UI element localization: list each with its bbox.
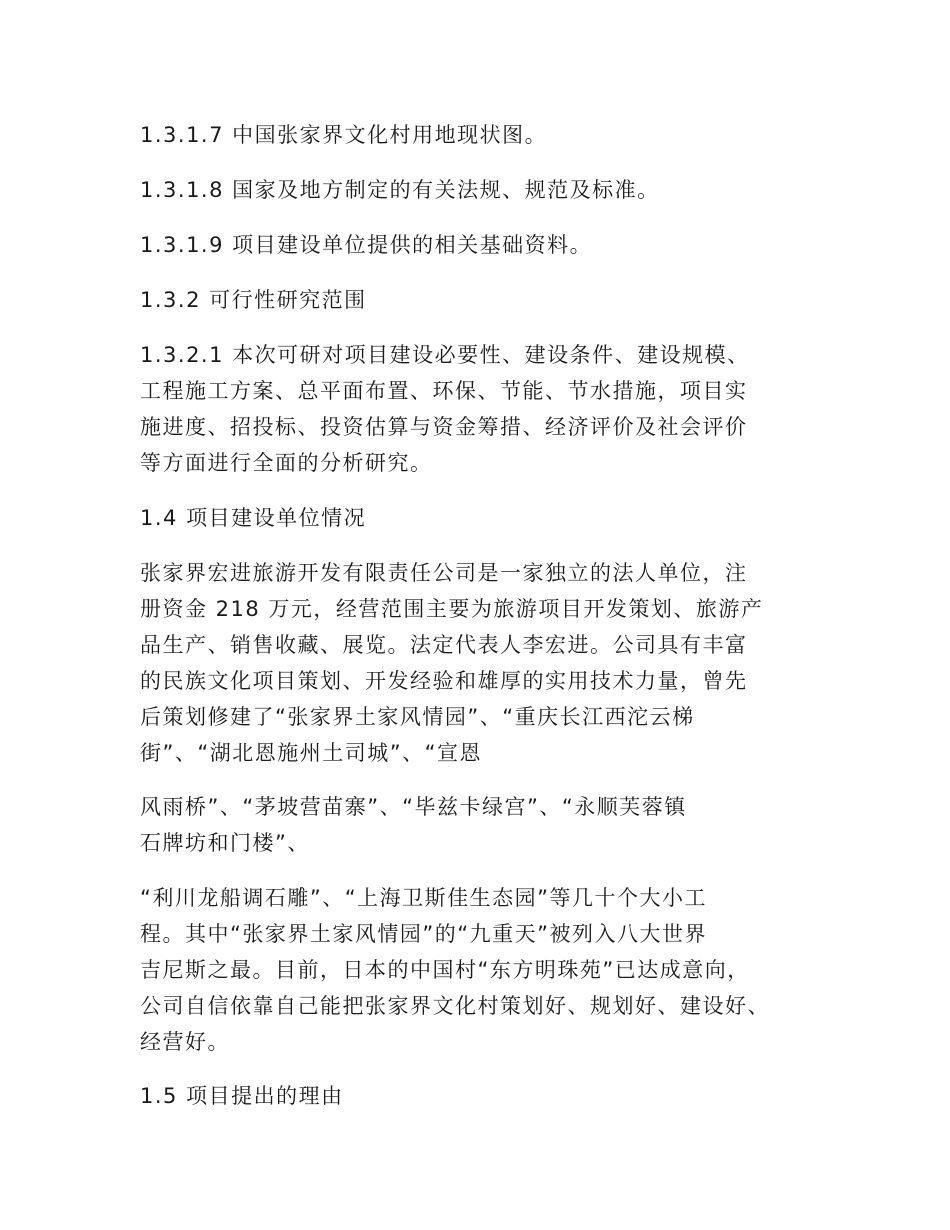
item-1-3-1-8 — [140, 172, 820, 208]
text-line: 张家界宏进旅游开发有限责任公司是一家独立的法人单位，注 — [140, 561, 748, 585]
text-line: 1.3.2 可行性研究范围 — [140, 288, 367, 312]
projects-paragraph — [140, 880, 820, 1060]
section-heading-1-4 — [140, 500, 820, 536]
company-paragraph-continued — [140, 789, 820, 861]
text-line: 册资金 218 万元，经营范围主要为旅游项目开发策划、旅游产 — [140, 597, 764, 621]
text-line: 公司自信依靠自己能把张家界文化村策划好、规划好、建设好、 — [140, 994, 770, 1018]
text-line: 的民族文化项目策划、开发经验和雄厚的实用技术力量，曾先 — [140, 669, 748, 693]
text-line: 石牌坊和门楼”、 — [140, 831, 310, 855]
text-line: 1.4 项目建设单位情况 — [140, 506, 367, 530]
text-line: 等方面进行全面的分析研究。 — [140, 451, 433, 475]
text-line: “利川龙船调石雕”、“上海卫斯佳生态园”等几十个大小工 — [140, 886, 708, 910]
text-line: 1.5 项目提出的理由 — [140, 1084, 344, 1108]
text-line: 程。其中“张家界土家风情园”的“九重天”被列入八大世界 — [140, 922, 708, 946]
text-line: 1.3.1.9 项目建设单位提供的相关基础资料。 — [140, 233, 593, 257]
text-line: 经营好。 — [140, 1030, 230, 1054]
item-1-3-1-9 — [140, 227, 820, 263]
text-line: 工程施工方案、总平面布置、环保、节能、节水措施，项目实 — [140, 379, 748, 403]
text-line: 1.3.1.8 国家及地方制定的有关法规、规范及标准。 — [140, 178, 660, 202]
company-paragraph — [140, 555, 820, 771]
text-line: 后策划修建了“张家界土家风情园”、“重庆长江西沱云梯 — [140, 705, 695, 729]
text-line: 街”、“湖北恩施州土司城”、“宣恩 — [140, 741, 483, 765]
item-1-3-2-1 — [140, 337, 820, 481]
section-heading-1-5 — [140, 1078, 820, 1114]
text-line: 风雨桥”、“茅坡营苗寨”、“毕兹卡绿宫”、“永顺芙蓉镇 — [140, 795, 687, 819]
text-line: 1.3.2.1 本次可研对项目建设必要性、建设条件、建设规模、 — [140, 343, 750, 367]
section-heading-1-3-2 — [140, 282, 820, 318]
text-line: 品生产、销售收藏、展览。法定代表人李宏进。公司具有丰富 — [140, 633, 748, 657]
text-line: 施进度、招投标、投资估算与资金筹措、经济评价及社会评价 — [140, 415, 748, 439]
text-line: 吉尼斯之最。目前，日本的中国村“东方明珠苑”已达成意向， — [140, 958, 750, 982]
text-line: 1.3.1.7 中国张家界文化村用地现状图。 — [140, 123, 548, 147]
item-1-3-1-7 — [140, 117, 820, 153]
